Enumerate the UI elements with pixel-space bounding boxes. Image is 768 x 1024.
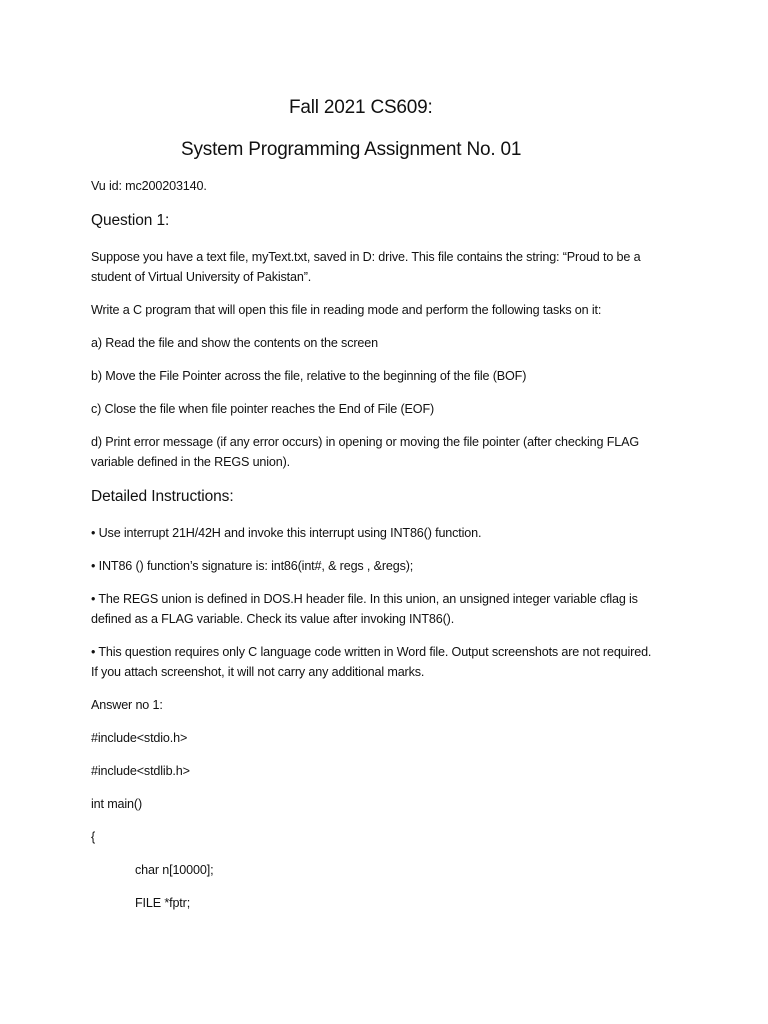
instruction-2: • INT86 () function’s signature is: int86(int#, & regs , &regs); — [91, 559, 414, 573]
instruction-4-line-1: • This question requires only C language code written in Word file. Output screenshots are not required. — [91, 645, 652, 659]
vu-id: Vu id: mc200203140. — [91, 179, 207, 193]
instruction-1: • Use interrupt 21H/42H and invoke this interrupt using INT86() function. — [91, 526, 482, 540]
instruction-4-line-2: If you attach screenshot, it will not carry any additional marks. — [91, 665, 425, 679]
title-line-1: Fall 2021 CS609: — [289, 97, 433, 118]
question-heading: Question 1: — [91, 212, 170, 229]
code-line: char n[10000]; — [135, 863, 214, 877]
question-intro-line-1: Suppose you have a text file, myText.txt, saved in D: drive. This file contains the string: “Proud to be a — [91, 250, 641, 264]
task-c: c) Close the file when file pointer reaches the End of File (EOF) — [91, 402, 435, 416]
task-b: b) Move the File Pointer across the file, relative to the beginning of the file (BOF) — [91, 369, 527, 383]
code-line: { — [91, 830, 96, 844]
code-line: #include<stdlib.h> — [91, 764, 190, 778]
task-a: a) Read the file and show the contents on the screen — [91, 336, 378, 350]
instructions-heading: Detailed Instructions: — [91, 488, 234, 505]
question-write-instruction: Write a C program that will open this file in reading mode and perform the following tasks on it: — [91, 303, 602, 317]
code-line: int main() — [91, 797, 142, 811]
code-line: #include<stdio.h> — [91, 731, 188, 745]
task-d-line-1: d) Print error message (if any error occurs) in opening or moving the file pointer (after checking FLAG — [91, 435, 640, 449]
question-intro-line-2: student of Virtual University of Pakistan”. — [91, 270, 312, 284]
code-line: FILE *fptr; — [135, 896, 191, 910]
answer-heading: Answer no 1: — [91, 698, 163, 712]
instruction-3-line-1: • The REGS union is defined in DOS.H header file. In this union, an unsigned integer variable cflag is — [91, 592, 638, 606]
instruction-3-line-2: defined as a FLAG variable. Check its value after invoking INT86(). — [91, 612, 455, 626]
task-d-line-2: variable defined in the REGS union). — [91, 455, 291, 469]
title-line-2: System Programming Assignment No. 01 — [181, 139, 522, 160]
